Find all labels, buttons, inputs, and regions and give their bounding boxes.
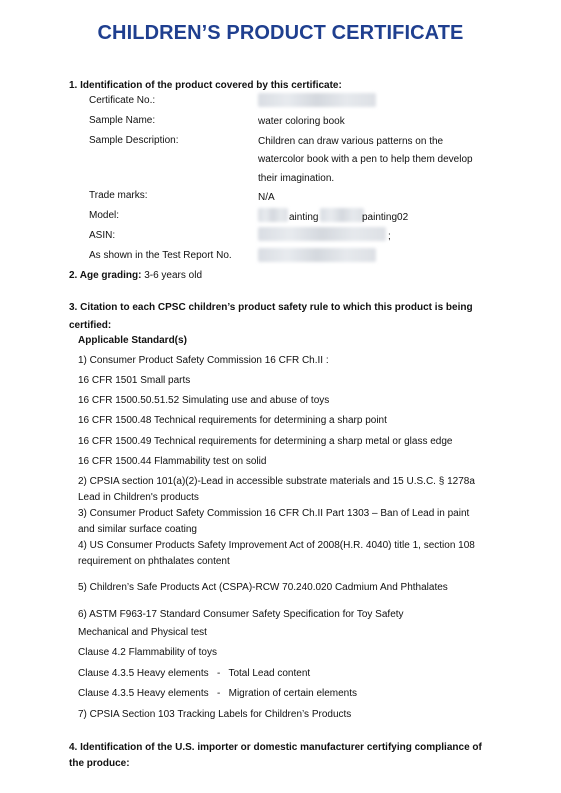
standard-line: Clause 4.2 Flammability of toys (78, 647, 217, 658)
sample-description-label: Sample Description: (89, 135, 179, 146)
standard-line: 1) Consumer Product Safety Commission 16 CFR Ch.II : (78, 355, 329, 366)
redacted-test-report-no (258, 248, 376, 262)
sample-name-value: water coloring book (258, 116, 345, 127)
section-3-heading-line-1: 3. Citation to each CPSC children’s product safety rule to which this product is being (69, 302, 473, 313)
standard-line: Clause 4.3.5 Heavy elements - Total Lead content (78, 668, 311, 679)
asin-label: ASIN: (89, 230, 116, 241)
applicable-standards-heading: Applicable Standard(s) (78, 335, 187, 346)
sample-name-label: Sample Name: (89, 115, 156, 126)
standard-line: 4) US Consumer Products Safety Improvement Act of 2008(H.R. 4040) title 1, section 108 (78, 540, 475, 551)
age-grading-value: 3-6 years old (144, 270, 203, 281)
standard-line: 16 CFR 1500.50.51.52 Simulating use and abuse of toys (78, 395, 330, 406)
standard-line: 16 CFR 1500.49 Technical requirements for determining a sharp metal or glass edge (78, 436, 453, 447)
standard-line: Mechanical and Physical test (78, 627, 207, 638)
standard-line: 16 CFR 1501 Small parts (78, 375, 191, 386)
asin-value: ; (388, 231, 391, 242)
section-4-heading-line-1: 4. Identification of the U.S. importer or domestic manufacturer certifying compliance of (69, 742, 482, 753)
standard-line: and similar surface coating (78, 524, 197, 535)
document-title: CHILDREN’S PRODUCT CERTIFICATE (97, 22, 464, 44)
section-3-heading-line-2: certified: (69, 320, 112, 331)
model-value-part-2: painting02 (362, 212, 409, 223)
standard-line: 5) Children’s Safe Products Act (CSPA)-RCW 70.240.020 Cadmium And Phthalates (78, 582, 448, 593)
trade-marks-label: Trade marks: (89, 190, 148, 201)
age-grading-heading: 2. Age grading: (69, 270, 142, 281)
model-label: Model: (89, 210, 120, 221)
standard-line: 3) Consumer Product Safety Commission 16 CFR Ch.II Part 1303 – Ban of Lead in paint (78, 508, 470, 519)
standard-line: 6) ASTM F963-17 Standard Consumer Safety Specification for Toy Safety (78, 609, 404, 620)
section-4-heading-line-2: the produce: (69, 758, 130, 769)
redacted-asin (258, 227, 386, 241)
sample-description-line-3: their imagination. (258, 173, 335, 184)
standard-line: Lead in Children's products (78, 492, 199, 503)
standard-line: 2) CPSIA section 101(a)(2)-Lead in accessible substrate materials and 15 U.S.C. § 1278a (78, 476, 475, 487)
certificate-no-label: Certificate No.: (89, 95, 156, 106)
standard-line: 16 CFR 1500.48 Technical requirements for determining a sharp point (78, 415, 387, 426)
model-value-part-1: ainting (289, 212, 319, 223)
redacted-model-part-2 (320, 208, 364, 222)
standard-line: requirement on phthalates content (78, 556, 230, 567)
trade-marks-value: N/A (258, 192, 275, 203)
standard-line: Clause 4.3.5 Heavy elements - Migration of certain elements (78, 688, 358, 699)
standard-line: 16 CFR 1500.44 Flammability test on solid (78, 456, 267, 467)
sample-description-line-2: watercolor book with a pen to help them develop (258, 154, 473, 165)
sample-description-line-1: Children can draw various patterns on the (258, 136, 444, 147)
test-report-label: As shown in the Test Report No. (89, 250, 232, 261)
standard-line: 7) CPSIA Section 103 Tracking Labels for Children’s Products (78, 709, 352, 720)
redacted-certificate-no (258, 93, 376, 107)
redacted-model-part-1 (258, 208, 288, 222)
age-grading (69, 270, 202, 282)
section-1-heading: 1. Identification of the product covered by this certificate: (69, 80, 342, 91)
